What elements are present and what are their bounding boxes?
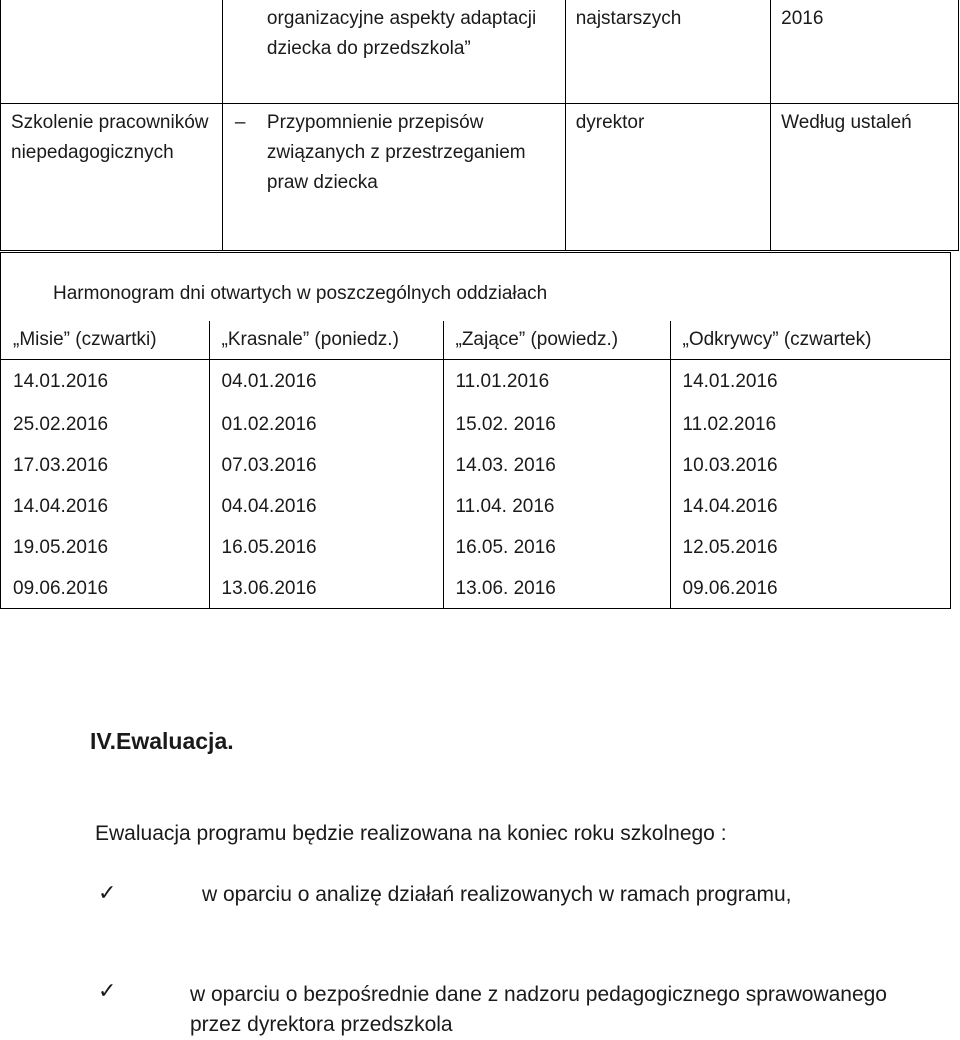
dash-bullet: – [234,112,246,133]
group-header: „Krasnale” (poniedz.) [209,321,443,360]
table-cell [222,0,565,104]
date-cell: 14.01.2016 [13,371,109,392]
schedule-header-row [1,321,950,360]
table-cell: Według ustaleń [771,104,959,251]
evaluation-item: w oparciu o bezpośrednie dane z nadzoru pedagogicznego sprawowanego przez dyrektora przedszkola [190,983,887,1036]
task-text: organizacyjne aspekty adaptacji dziecka do przedszkola” [266,8,537,59]
date-cell: 07.03.2016 [209,445,443,486]
date-cell: 14.04.2016 [670,486,950,527]
task-text: Przypomnienie przepisów związanych z przestrzeganiem praw dziecka [266,112,526,193]
section-heading: IV.Ewaluacja. [90,728,234,754]
table-cell: 2016 [771,0,959,104]
checkmark-icon: ✓ [98,880,117,905]
table-row [1,404,950,445]
date-cell: 10.03.2016 [670,445,950,486]
table-cell [222,104,565,251]
schedule-title: Harmonogram dni otwartych w poszczególnych oddziałach [53,283,548,304]
date-cell: 11.02.2016 [670,404,950,445]
date-cell: 16.05.2016 [209,527,443,568]
table-row [1,486,950,527]
table-row [1,445,950,486]
date-cell: 14.03. 2016 [443,445,670,486]
date-cell: 12.05.2016 [670,527,950,568]
date-cell: 11.04. 2016 [443,486,670,527]
open-days-schedule [0,252,951,609]
table-cell: najstarszych [565,0,770,104]
date-cell: 25.02.2016 [13,413,109,435]
evaluation-item: w oparciu o analizę działań realizowanych w ramach programu, [202,883,792,906]
activity-table [0,0,959,251]
table-row [1,104,959,251]
table-row [1,360,950,405]
table-cell: Szkolenie pracowników niepedagogicznych [1,104,223,251]
date-cell: 04.01.2016 [209,360,443,405]
date-cell: 11.01.2016 [443,360,670,405]
date-cell: 14.01.2016 [670,360,950,405]
table-row [1,0,959,104]
dash-list-item [233,108,555,198]
table-row [1,568,950,609]
table-cell: dyrektor [565,104,770,251]
date-cell: 19.05.2016 [13,536,109,558]
date-cell: 16.05. 2016 [443,527,670,568]
date-cell: 13.06. 2016 [443,568,670,609]
date-cell: 15.02. 2016 [443,404,670,445]
evaluation-intro: Ewaluacja programu będzie realizowana na koniec roku szkolnego : [95,822,727,845]
schedule-grid [1,321,950,609]
date-cell: 09.06.2016 [670,568,950,609]
date-cell: 13.06.2016 [209,568,443,609]
checkmark-icon: ✓ [98,978,117,1003]
group-header: „Zające” (powiedz.) [443,321,670,360]
group-header: „Misie” (czwartki) [1,321,209,360]
date-cell: 09.06.2016 [13,577,109,599]
date-cell: 14.04.2016 [13,495,109,517]
group-header: „Odkrywcy” (czwartek) [670,321,950,360]
date-cell: 01.02.2016 [209,404,443,445]
date-cell: 17.03.2016 [13,454,109,476]
date-cell: 04.04.2016 [209,486,443,527]
table-row [1,527,950,568]
table-cell [1,0,223,104]
